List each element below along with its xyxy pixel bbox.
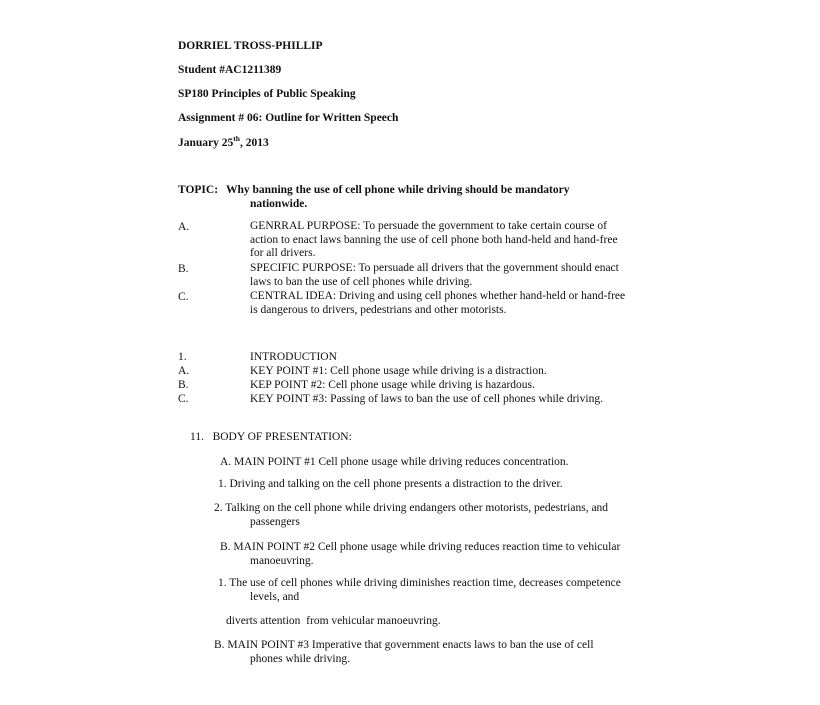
key-point-marker: A.	[178, 365, 190, 377]
introduction-marker: 1.	[178, 351, 187, 363]
specific-purpose-line: SPECIFIC PURPOSE: To persuade all drivers that the government should enact	[250, 262, 619, 274]
introduction-heading: INTRODUCTION	[250, 351, 337, 363]
body-heading: 11. BODY OF PRESENTATION:	[190, 431, 352, 443]
general-purpose-line: action to enact laws banning the use of cell phone both hand-held and hand-free	[250, 233, 618, 246]
main-point-2-sub-1-cont: levels, and	[250, 591, 300, 603]
key-point-1: KEY POINT #1: Cell phone usage while driving is a distraction.	[250, 365, 547, 377]
specific-purpose-line: laws to ban the use of cell phones while driving.	[250, 275, 473, 288]
date-prefix: January 25	[178, 136, 234, 149]
key-point-2: KEP POINT #2: Cell phone usage while driving is hazardous.	[250, 379, 535, 391]
topic-label: TOPIC:	[178, 184, 219, 196]
main-point-1-sub-2-cont: passengers	[250, 516, 300, 528]
central-idea	[250, 290, 625, 317]
author-name: DORRIEL TROSS-PHILLIP	[178, 40, 323, 52]
student-id: Student #AC1211389	[178, 64, 282, 76]
central-idea-line: is dangerous to drivers, pedestrians and other motorists.	[250, 303, 507, 316]
specific-purpose	[250, 262, 619, 289]
main-point-2-cont: manoeuvring.	[250, 555, 314, 567]
document-date	[178, 134, 269, 149]
date-superscript: th	[233, 134, 240, 143]
general-purpose-line: for all drivers.	[250, 247, 316, 260]
course-title: SP180 Principles of Public Speaking	[178, 88, 356, 100]
main-point-1: A. MAIN POINT #1 Cell phone usage while driving reduces concentration.	[220, 456, 569, 468]
topic-line-1: Why banning the use of cell phone while driving should be mandatory	[226, 184, 570, 196]
key-point-marker: C.	[178, 393, 189, 405]
key-point-marker: B.	[178, 379, 189, 391]
central-idea-line: CENTRAL IDEA: Driving and using cell phones whether hand-held or hand-free	[250, 290, 626, 302]
main-point-2: B. MAIN POINT #2 Cell phone usage while driving reduces reaction time to vehicular	[220, 541, 621, 553]
assignment-title: Assignment # 06: Outline for Written Speech	[178, 112, 399, 124]
general-purpose-line: GENRRAL PURPOSE: To persuade the government to take certain course of	[250, 220, 607, 232]
purpose-b-marker: B.	[178, 263, 189, 275]
main-point-1-sub-2: 2. Talking on the cell phone while driving endangers other motorists, pedestrians, and	[214, 502, 609, 514]
main-point-1-sub-1: 1. Driving and talking on the cell phone presents a distraction to the driver.	[218, 478, 563, 490]
main-point-3-cont: phones while driving.	[250, 653, 350, 665]
purpose-a-marker: A.	[178, 221, 190, 233]
date-suffix: , 2013	[239, 136, 269, 149]
purpose-c-marker: C.	[178, 291, 189, 303]
main-point-2-sub-1-cont-2: diverts attention from vehicular manoeuvring.	[226, 615, 441, 627]
main-point-3: B. MAIN POINT #3 Imperative that government enacts laws to ban the use of cell	[214, 639, 594, 651]
key-point-3: KEY POINT #3: Passing of laws to ban the use of cell phones while driving.	[250, 393, 603, 405]
general-purpose	[250, 220, 618, 261]
main-point-2-sub-1: 1. The use of cell phones while driving diminishes reaction time, decreases competence	[218, 577, 621, 589]
topic-line-2: nationwide.	[250, 198, 308, 210]
